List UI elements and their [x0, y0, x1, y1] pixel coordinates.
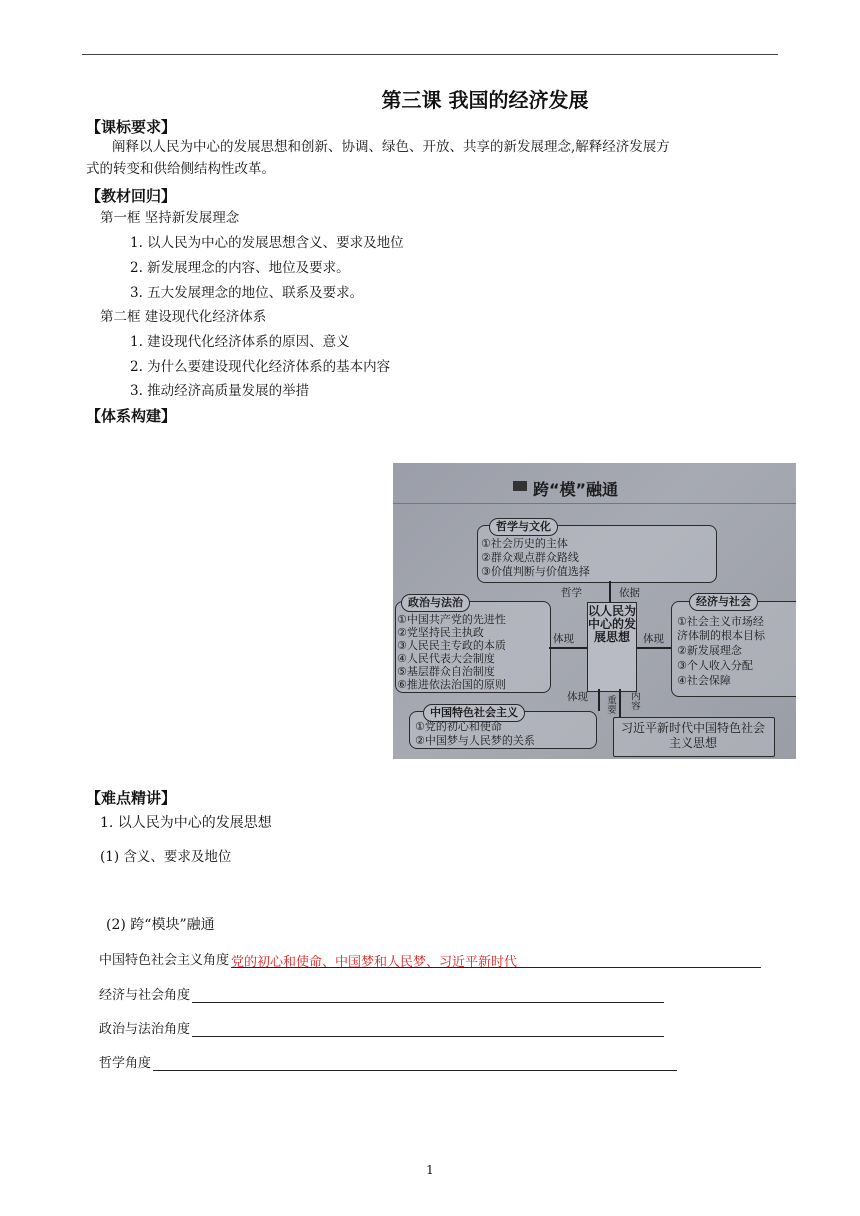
politics-item: ⑤基层群众自治制度 [397, 665, 495, 678]
politics-item: ①中国共产党的先进性 [397, 613, 506, 626]
nandian-sub-2: (2) 跨“模块”融通 [106, 917, 215, 933]
label-zhongyao: 重要 [605, 695, 616, 714]
politics-item: ③人民民主专政的本质 [397, 639, 506, 652]
philosophy-item: ③价值判断与价值选择 [481, 565, 590, 578]
label-tixian-right: 体现 [643, 633, 664, 645]
fill-label: 中国特色社会主义角度 [99, 953, 230, 968]
economy-title: 经济与社会 [689, 593, 758, 611]
center-concept: 以人民为中心的发展思想 [587, 602, 637, 692]
fill-label: 经济与社会角度 [99, 988, 191, 1003]
label-tixian-bottom: 体现 [567, 691, 588, 703]
kuang1-item: 1. 以人民为中心的发展思想含义、要求及地位 [130, 235, 404, 251]
philosophy-title: 哲学与文化 [489, 518, 558, 536]
xi-thought: 习近平新时代中国特色社会主义思想 [620, 721, 765, 750]
arrow-down [598, 689, 600, 711]
politics-item: ②党坚持民主执政 [397, 626, 484, 639]
arrow-right [637, 647, 671, 649]
heading-rule [393, 503, 796, 504]
section-nandian: 【难点精讲】 [86, 789, 177, 807]
kebiao-text-1: 阐释以人民为中心的发展思想和创新、协调、绿色、开放、共享的新发展理念,解释经济发展方 [112, 139, 670, 155]
economy-item: ④社会保障 [677, 674, 731, 687]
kuang1-heading: 第一框 坚持新发展理念 [100, 210, 240, 226]
nandian-point-1: 1. 以人民为中心的发展思想 [100, 815, 272, 831]
socialism-item: ②中国梦与人民梦的关系 [415, 734, 535, 747]
book-icon [513, 481, 527, 491]
kuang2-item: 3. 推动经济高质量发展的举措 [130, 383, 310, 399]
economy-item: ①社会主义市场经 [677, 615, 764, 628]
fill-label: 哲学角度 [99, 1056, 152, 1071]
section-kebiao: 【课标要求】 [86, 118, 177, 136]
fill-row-socialism [99, 949, 761, 968]
fill-answer[interactable] [192, 1020, 664, 1037]
diagram-heading: 跨“模”融通 [533, 480, 619, 499]
economy-item: 济体制的根本目标 [677, 629, 765, 642]
philosophy-item: ①社会历史的主体 [481, 537, 568, 550]
politics-item: ⑥推进依法治国的原则 [397, 678, 506, 691]
politics-item: ④人民代表大会制度 [397, 652, 495, 665]
economy-item: ②新发展理念 [677, 644, 742, 657]
fill-row-economy [99, 984, 664, 1003]
fill-row-philosophy [99, 1052, 677, 1071]
fill-answer[interactable]: 党的初心和使命、中国梦和人民梦、习近平新时代 [231, 951, 761, 968]
kuang2-item: 1. 建设现代化经济体系的原因、意义 [130, 334, 350, 350]
label-yiju: 依据 [619, 587, 640, 599]
arrow-up [609, 581, 611, 602]
economy-item: ③个人收入分配 [677, 659, 753, 672]
fill-answer[interactable] [192, 986, 664, 1003]
label-neirong: 内容 [629, 691, 640, 710]
page-title: 第三课 我国的经济发展 [381, 88, 589, 112]
philosophy-item: ②群众观点群众路线 [481, 551, 579, 564]
section-jiaocai: 【教材回归】 [86, 187, 177, 205]
socialism-title: 中国特色社会主义 [423, 704, 525, 722]
label-zhexue: 哲学 [561, 587, 582, 599]
kuang2-heading: 第二框 建设现代化经济体系 [100, 309, 267, 325]
fill-row-politics [99, 1018, 664, 1037]
header-rule [82, 54, 778, 55]
nandian-sub-1: (1) 含义、要求及地位 [100, 849, 232, 865]
page-number: 1 [426, 1163, 434, 1177]
section-tixi: 【体系构建】 [86, 407, 177, 425]
diagram-photo [393, 463, 796, 759]
kebiao-text-2: 式的转变和供给侧结构性改革。 [86, 161, 275, 177]
kuang1-item: 2. 新发展理念的内容、地位及要求。 [130, 260, 350, 276]
politics-title: 政治与法治 [401, 594, 470, 612]
socialism-item: ①党的初心和使命 [415, 720, 502, 733]
kuang1-item: 3. 五大发展理念的地位、联系及要求。 [130, 285, 364, 301]
arrow-xi [619, 689, 621, 717]
arrow-left [549, 647, 587, 649]
fill-label: 政治与法治角度 [99, 1022, 191, 1037]
fill-answer[interactable] [153, 1054, 677, 1071]
label-tixian-left: 体现 [553, 633, 574, 645]
kuang2-item: 2. 为什么要建设现代化经济体系的基本内容 [130, 359, 391, 375]
